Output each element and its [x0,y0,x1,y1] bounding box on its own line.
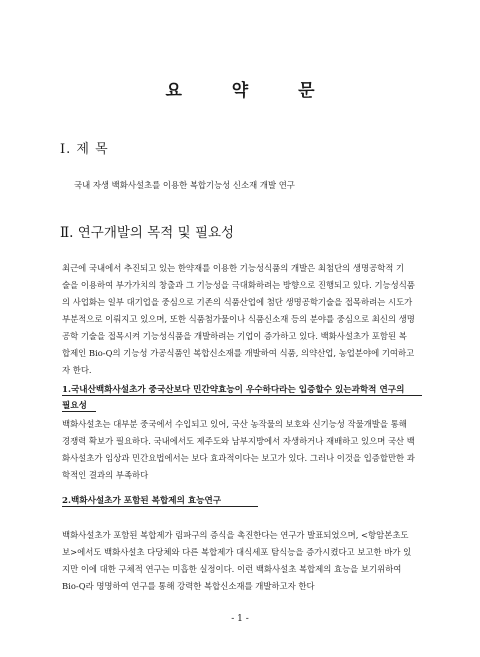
paragraph-line: 백화사설초가 포함된 복합제가 림파구의 증식을 촉진한다는 연구가 발표되었으며, <항암본초도 [62,530,409,540]
subsection-heading-underline [62,395,422,396]
subsection-heading-1: 1.국내산백화사설초가 중국산보다 민간약효능이 우수하다라는 입증할수 있는과학적 연구의 [62,385,405,395]
subsection-heading-1-cont: 필요성 [62,401,87,411]
paragraph-line: 부분적으로 이뤄지고 있으며, 또한 식품첨가물이나 식품신소재 등의 분야를 중심으로 최신의 생명 [62,314,415,324]
purpose-paragraph [62,260,415,379]
project-title: 국내 자생 백화사설초를 이용한 복합기능성 신소재 개발 연구 [74,180,295,190]
section-heading-title: Ⅰ. 제 목 [60,142,109,157]
paragraph-line: 학적인 결과의 부족하다 [62,470,149,480]
subsection-heading-underline [62,506,258,507]
subsection-heading-underline [62,411,96,412]
section-heading-purpose: Ⅱ. 연구개발의 목적 및 필요성 [60,225,235,241]
subsection-1-paragraph [62,416,415,484]
paragraph-line: 지만 이에 대한 구체적 연구는 미흡한 실정이다. 이런 백화사설초 복합제의 효능을 보기위하여 [62,564,402,574]
paragraph-line: 자 한다. [62,365,92,375]
subsection-heading-2: 2.백화사설초가 포함된 복합제의 효능연구 [62,496,222,506]
page-number: - 1 - [231,614,249,624]
paragraph-line: 합제인 Bio-Q의 기능성 가공식품인 복합신소재를 개발하여 식품, 의약산업, 농업분야에 기여하고 [62,348,415,358]
subsection-2-paragraph [62,527,411,595]
paragraph-line: 경쟁력 확보가 필요하다. 국내에서도 제주도와 남부지방에서 자생하거나 재배하고 있으며 국산 백 [62,436,415,446]
paragraph-line: Bio-Q라 명명하여 연구를 통해 강력한 복합신소재를 개발하고자 한다 [62,581,315,591]
paragraph-line: 술을 이용하여 부가가치의 창출과 그 기능성을 극대화하려는 방향으로 진행되고 있다. 기능성식품 [62,280,415,290]
paragraph-line: 보>에서도 백화사설초 다당체와 다른 복합제가 대식세포 탐식능을 증가시켰다고 보고한 바가 있 [62,547,412,557]
paragraph-line: 화사설초가 임상과 민간요법에서는 보다 효과적이다는 보고가 있다. 그러나 이것을 입증할만한 과 [62,453,415,463]
paragraph-line: 최근에 국내에서 추진되고 있는 한약재를 이용한 기능성식품의 개발은 최첨단의 생명공학적 기 [62,263,405,273]
page-title: 요 약 문 [165,81,337,101]
paragraph-line: 백화사설초는 대부분 중국에서 수입되고 있어, 국산 농작물의 보호와 신기능성 작물개발을 통해 [62,419,407,429]
paragraph-line: 공학 기술을 접목시켜 기능성식품을 개발하려는 기업이 증가하고 있다. 백화사설초가 포함된 복 [62,331,407,341]
paragraph-line: 의 사업화는 일부 대기업을 중심으로 기존의 식품산업에 첨단 생명공학기술을 접목하려는 시도가 [62,297,413,307]
